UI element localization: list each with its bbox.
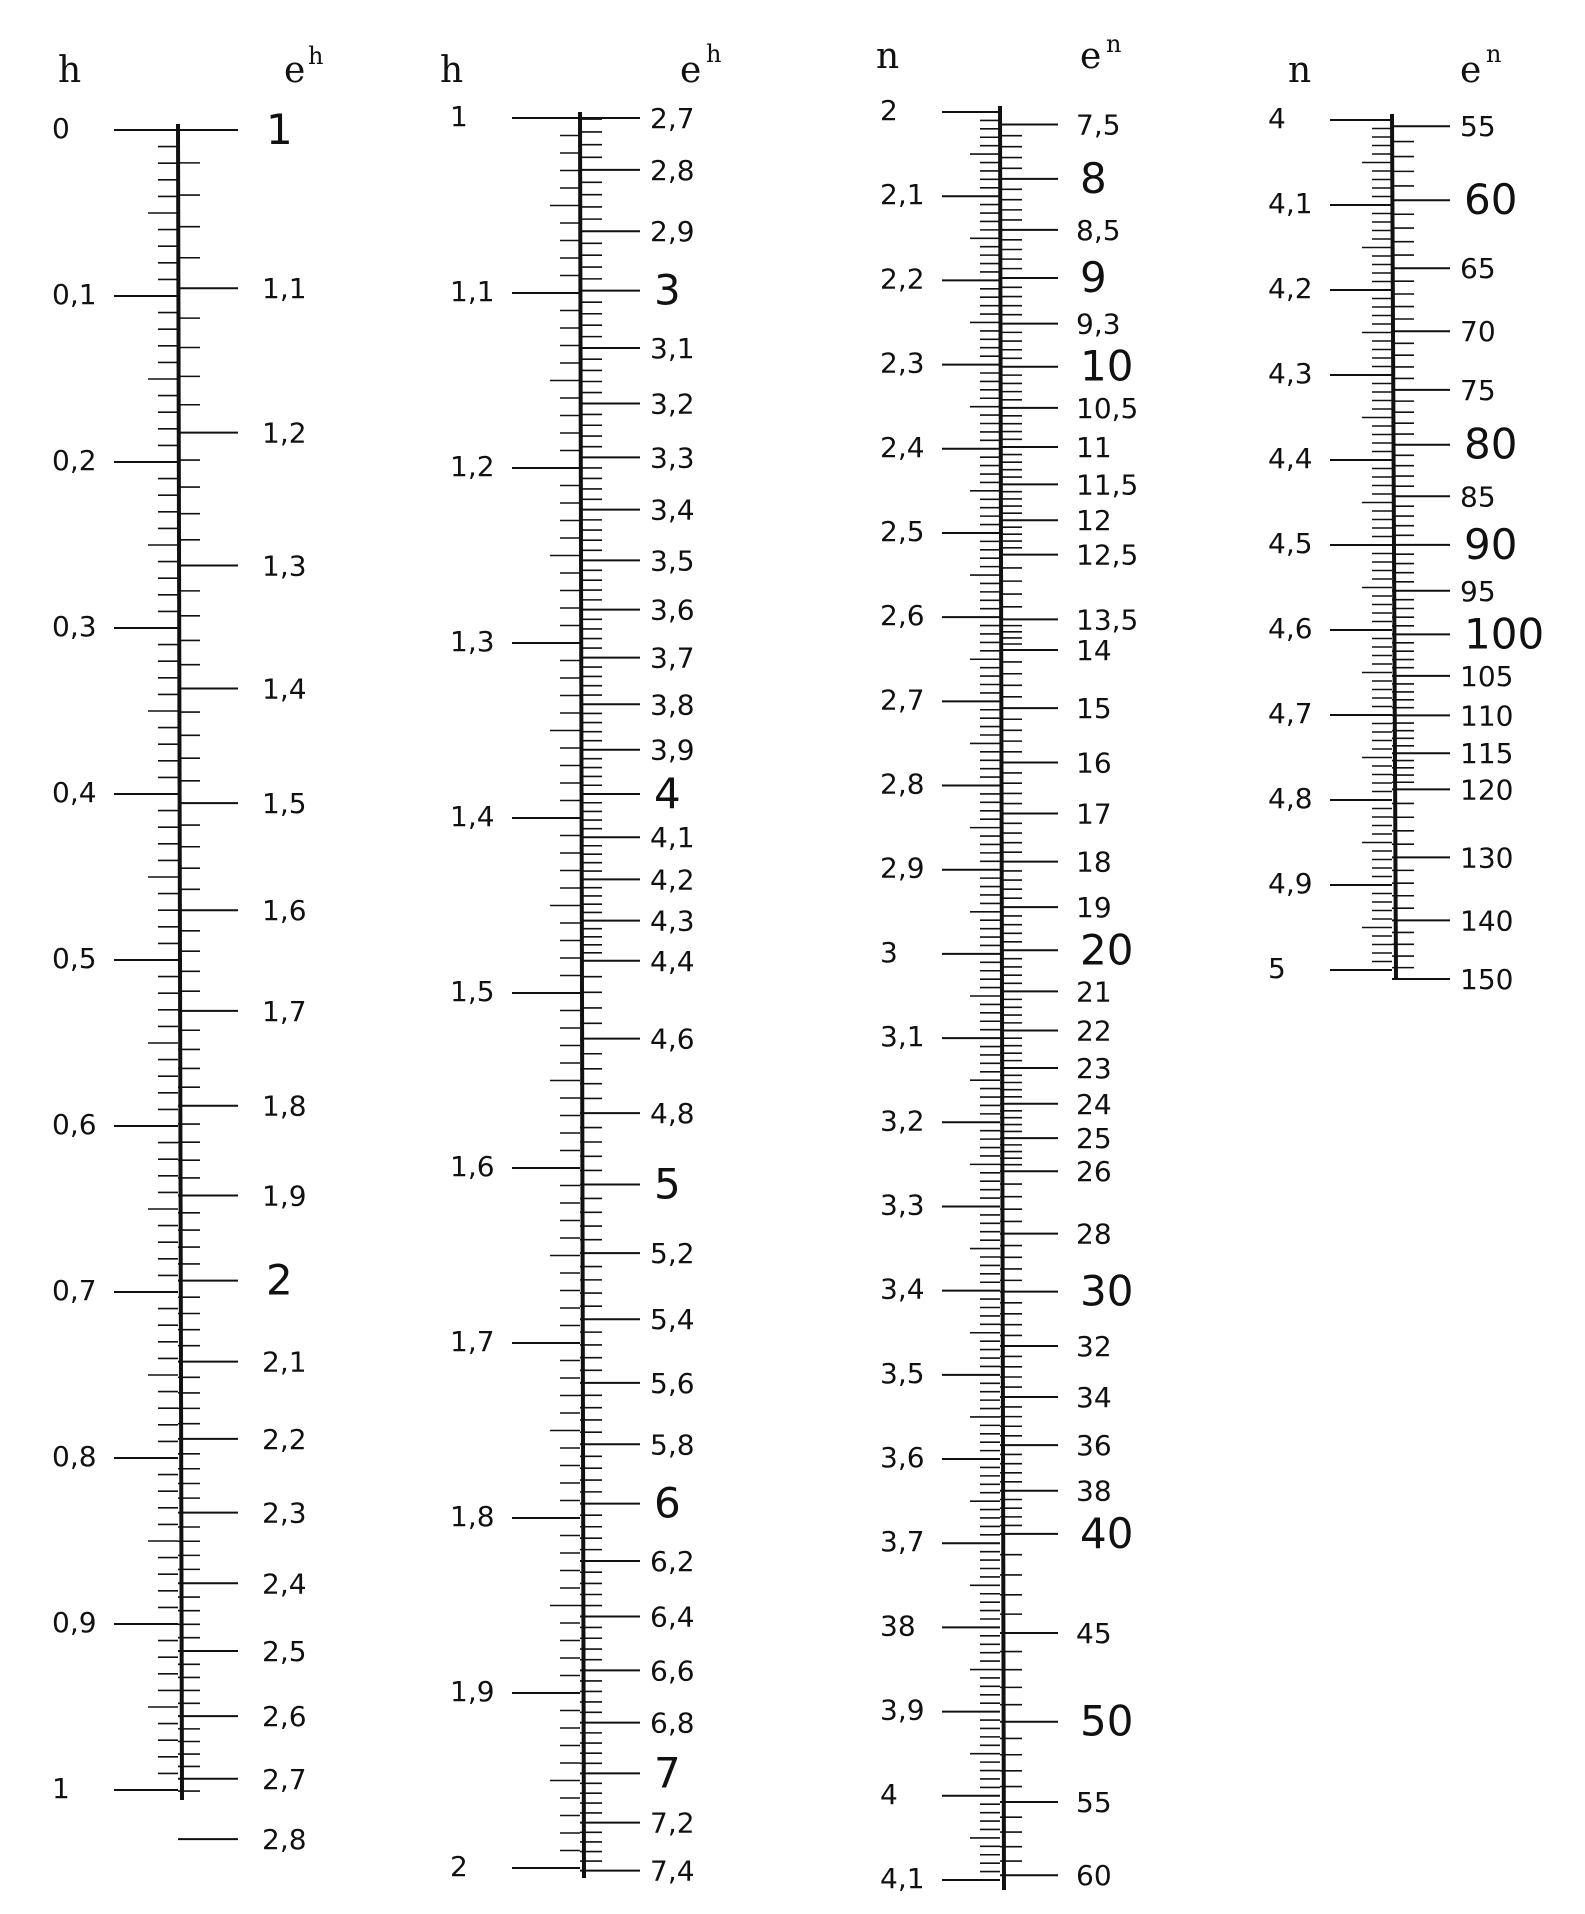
- scale-1-n-label: 0,8: [52, 1440, 97, 1473]
- scale-3-n-label: 4,1: [880, 1862, 925, 1895]
- scale-1-n-label: 0,6: [52, 1108, 97, 1141]
- scale-3-e-label: 25: [1076, 1122, 1112, 1156]
- scale-2: [440, 40, 721, 1888]
- scale-4-e-label: 70: [1460, 315, 1496, 349]
- scale-4-e-label: 110: [1460, 699, 1514, 733]
- scale-3-n-label: 3,7: [880, 1525, 925, 1559]
- scale-4-e-header-exponent: n: [1486, 40, 1502, 68]
- scale-1-e-label: 1,6: [262, 894, 307, 928]
- scale-2-e-label: 4: [654, 769, 681, 819]
- scale-4-e-label: 65: [1460, 252, 1496, 286]
- scale-4-e-label: 130: [1460, 841, 1514, 875]
- scale-1-n-header: h: [58, 50, 82, 91]
- scale-1-e-label: 1,2: [262, 416, 307, 450]
- scale-4-e-label: 90: [1464, 519, 1518, 569]
- scale-4-n-label: 4,9: [1268, 867, 1313, 900]
- scale-1-e-label: 2,4: [262, 1567, 307, 1601]
- scale-3-e-header-exponent: n: [1106, 30, 1122, 58]
- scale-3-e-label: 9,3: [1076, 307, 1121, 341]
- scale-2-e-label: 4,1: [650, 821, 695, 855]
- scale-3-n-label: 2,6: [880, 599, 925, 633]
- scale-1-e-header-exponent: h: [308, 42, 324, 70]
- scale-2-e-label: 5: [654, 1159, 681, 1209]
- scale-3-e-label: 13,5: [1076, 603, 1139, 637]
- scale-2-e-label: 6,6: [650, 1654, 695, 1688]
- scale-3-e-label: 18: [1076, 845, 1112, 879]
- scale-2-n-label: 1,2: [450, 450, 495, 483]
- scale-3-e-label: 34: [1076, 1381, 1112, 1415]
- scale-1-n-label: 0,2: [52, 444, 97, 477]
- scale-2-e-label: 4,3: [650, 904, 695, 938]
- scale-3-n-label: 2: [880, 94, 898, 127]
- scale-3-e-label: 20: [1080, 925, 1134, 975]
- scale-3-e-label: 60: [1076, 1859, 1112, 1893]
- scale-4-n-label: 5: [1268, 952, 1286, 985]
- scale-3-e-label: 17: [1076, 797, 1112, 831]
- scale-1-n-label: 0,3: [52, 610, 97, 643]
- scale-3-n-header: n: [876, 36, 900, 77]
- scale-1-e-label: 1: [266, 105, 293, 154]
- scale-3-e-label: 36: [1076, 1429, 1112, 1463]
- scale-3-e-label: 11,5: [1076, 468, 1139, 502]
- scale-4-e-label: 115: [1460, 737, 1514, 771]
- scale-1-e-label: 1,4: [262, 672, 307, 706]
- scale-2-e-label: 3,5: [650, 544, 695, 578]
- scale-2-n-label: 1,6: [450, 1150, 495, 1183]
- scale-3-axis: [1000, 106, 1004, 1890]
- scale-2-n-label: 1,4: [450, 800, 495, 833]
- scale-3-e-label: 14: [1076, 634, 1112, 668]
- scale-3-n-label: 3,4: [880, 1272, 925, 1306]
- scale-3-n-label: 2,7: [880, 683, 925, 717]
- scale-2-e-label: 7,4: [650, 1854, 695, 1888]
- scale-3-e-label: 50: [1080, 1696, 1134, 1746]
- scale-3-n-label: 3,5: [880, 1356, 925, 1390]
- scale-3-e-label: 8,5: [1076, 213, 1121, 247]
- scale-4-n-label: 4,4: [1268, 442, 1313, 475]
- scale-4-e-label: 85: [1460, 480, 1496, 514]
- scale-4-n-label: 4,3: [1268, 357, 1313, 390]
- scale-2-e-label: 5,8: [650, 1428, 695, 1462]
- scale-1-e-label: 2: [266, 1255, 293, 1305]
- scale-3-e-label: 12: [1076, 504, 1112, 538]
- scale-4-n-label: 4,7: [1268, 697, 1313, 730]
- scale-3-n-label: 2,5: [880, 514, 925, 548]
- scale-2-axis: [580, 112, 584, 1878]
- scale-1: [52, 42, 323, 1856]
- scale-1-n-label: 0,5: [52, 942, 97, 975]
- scale-1-e-label: 1,5: [262, 787, 307, 821]
- scale-1-e-label: 2,7: [262, 1762, 307, 1796]
- scale-3-e-label: 7,5: [1076, 108, 1121, 142]
- scale-3-e-label: 12,5: [1076, 538, 1139, 572]
- scale-3-n-label: 2,9: [880, 851, 925, 885]
- scale-3-e-label: 23: [1076, 1051, 1112, 1085]
- scale-3-e-label: 32: [1076, 1330, 1112, 1364]
- scale-3-e-label: 21: [1076, 975, 1112, 1009]
- scale-1-n-label: 0: [52, 112, 70, 145]
- scale-4-e-label: 120: [1460, 773, 1514, 807]
- scale-3-n-label: 2,3: [880, 346, 925, 380]
- scale-1-n-label: 0,4: [52, 776, 97, 809]
- scale-2-e-label: 3,1: [650, 331, 695, 365]
- scale-2-e-label: 7,2: [650, 1806, 695, 1840]
- scale-3-n-label: 3,1: [880, 1020, 925, 1054]
- scale-2-n-label: 2: [450, 1850, 468, 1883]
- scale-2-e-label: 5,6: [650, 1366, 695, 1400]
- scale-3-n-label: 3: [880, 935, 898, 969]
- scale-3-e-label: 15: [1076, 692, 1112, 726]
- scale-4-e-label: 105: [1460, 659, 1514, 693]
- scale-4-e-label: 100: [1464, 609, 1545, 659]
- scale-1-e-label: 2,8: [262, 1823, 307, 1857]
- scale-3-n-label: 3,9: [880, 1693, 925, 1727]
- scale-1-axis: [178, 124, 182, 1800]
- scale-4-n-label: 4,1: [1268, 187, 1313, 220]
- scale-3-e-label: 19: [1076, 891, 1112, 925]
- scale-4-n-label: 4,5: [1268, 527, 1313, 560]
- scale-1-e-label: 1,3: [262, 549, 307, 583]
- scale-3-n-label: 3,3: [880, 1188, 925, 1222]
- scale-2-n-label: 1,7: [450, 1325, 495, 1358]
- scale-2-n-label: 1,3: [450, 625, 495, 658]
- scale-3-e-label: 40: [1080, 1508, 1134, 1558]
- scale-4-axis: [1392, 114, 1396, 980]
- scale-2-e-label: 3,9: [650, 733, 695, 767]
- scale-1-e-label: 2,2: [262, 1422, 307, 1456]
- scale-4-n-label: 4,2: [1268, 272, 1313, 305]
- scale-1-e-header: e: [284, 50, 306, 91]
- scale-3-n-label: 2,8: [880, 767, 925, 801]
- scale-2-e-label: 5,4: [650, 1303, 695, 1337]
- scale-2-e-label: 7: [654, 1748, 681, 1798]
- scale-1-e-label: 1,7: [262, 994, 307, 1028]
- scale-2-e-label: 3,4: [650, 493, 695, 527]
- scale-2-e-label: 3: [654, 265, 681, 315]
- scale-3-n-label: 4: [880, 1777, 898, 1811]
- scale-3-e-label: 30: [1080, 1266, 1134, 1316]
- scale-2-e-label: 4,6: [650, 1022, 695, 1056]
- scale-3-n-label: 2,1: [880, 178, 925, 212]
- scale-2-n-label: 1,5: [450, 975, 495, 1008]
- scale-1-n-label: 0,9: [52, 1606, 97, 1639]
- scale-3-e-label: 45: [1076, 1617, 1112, 1651]
- scale-1-n-label: 1: [52, 1772, 70, 1805]
- scale-3-e-label: 9: [1080, 253, 1107, 303]
- scale-2-e-label: 2,7: [650, 102, 695, 135]
- scale-2-e-label: 2,9: [650, 215, 695, 249]
- scale-4-e-label: 140: [1460, 904, 1514, 938]
- scale-3: [876, 30, 1138, 1895]
- scale-3-e-label: 26: [1076, 1155, 1112, 1189]
- scale-4-e-label: 95: [1460, 574, 1496, 608]
- scale-2-n-label: 1,1: [450, 275, 495, 308]
- scale-2-e-label: 2,8: [650, 153, 695, 187]
- scale-2-n-label: 1: [450, 100, 468, 133]
- scale-3-n-label: 3,2: [880, 1104, 925, 1138]
- scale-3-e-label: 55: [1076, 1785, 1112, 1819]
- scale-4-n-header: n: [1288, 50, 1312, 91]
- scale-4-e-label: 55: [1460, 110, 1496, 144]
- scale-3-e-label: 38: [1076, 1474, 1112, 1508]
- scale-3-e-label: 16: [1076, 746, 1112, 780]
- scale-2-e-label: 3,6: [650, 593, 695, 627]
- scale-3-e-label: 22: [1076, 1014, 1112, 1048]
- scale-2-e-label: 6,8: [650, 1706, 695, 1740]
- scale-4-e-label: 80: [1464, 419, 1518, 469]
- scale-1-n-label: 0,7: [52, 1274, 97, 1307]
- scale-1-n-label: 0,1: [52, 278, 97, 311]
- scale-2-e-label: 3,3: [650, 441, 695, 475]
- scale-2-e-label: 6,4: [650, 1600, 695, 1634]
- scale-4-e-label: 60: [1464, 175, 1518, 225]
- scale-4: [1268, 40, 1544, 996]
- scale-3-e-header: e: [1080, 36, 1102, 77]
- scale-4-e-header: e: [1460, 50, 1482, 91]
- scale-4-e-label: 75: [1460, 373, 1496, 407]
- scale-2-e-header: e: [680, 50, 702, 91]
- scale-4-e-label: 150: [1460, 963, 1514, 997]
- scale-2-e-label: 4,8: [650, 1097, 695, 1131]
- scale-4-n-label: 4,6: [1268, 612, 1313, 645]
- scale-2-n-label: 1,9: [450, 1675, 495, 1708]
- scale-2-e-label: 4,4: [650, 944, 695, 978]
- scale-1-e-label: 2,6: [262, 1700, 307, 1734]
- scale-3-e-label: 11: [1076, 430, 1112, 464]
- scale-2-e-label: 6: [654, 1478, 681, 1528]
- scale-2-e-label: 4,2: [650, 863, 695, 897]
- scale-2-n-label: 1,8: [450, 1500, 495, 1533]
- scale-2-e-label: 5,2: [650, 1237, 695, 1271]
- scale-4-n-label: 4,8: [1268, 782, 1313, 815]
- scale-2-e-label: 3,2: [650, 387, 695, 421]
- scale-2-e-header-exponent: h: [706, 40, 722, 68]
- scale-4-n-label: 4: [1268, 102, 1286, 135]
- scale-1-e-label: 2,1: [262, 1345, 307, 1379]
- scale-3-e-label: 10: [1080, 341, 1134, 391]
- scale-3-e-label: 8: [1080, 153, 1107, 203]
- scale-2-e-label: 3,7: [650, 641, 695, 675]
- scale-3-n-label: 2,2: [880, 262, 925, 296]
- scale-2-e-label: 6,2: [650, 1544, 695, 1578]
- scale-2-e-label: 3,8: [650, 688, 695, 722]
- scale-1-e-label: 2,5: [262, 1635, 307, 1669]
- scale-1-e-label: 1,1: [262, 272, 307, 306]
- scale-3-e-label: 28: [1076, 1217, 1112, 1251]
- scale-1-e-label: 1,8: [262, 1089, 307, 1123]
- scale-3-e-label: 24: [1076, 1087, 1112, 1121]
- scale-3-n-label: 3,6: [880, 1441, 925, 1475]
- scale-3-e-label: 10,5: [1076, 391, 1139, 425]
- scale-1-e-label: 2,3: [262, 1496, 307, 1530]
- scale-2-n-header: h: [440, 50, 464, 91]
- scale-1-e-label: 1,9: [262, 1179, 307, 1213]
- scale-3-n-label: 2,4: [880, 430, 925, 464]
- scale-3-n-label: 38: [880, 1609, 916, 1643]
